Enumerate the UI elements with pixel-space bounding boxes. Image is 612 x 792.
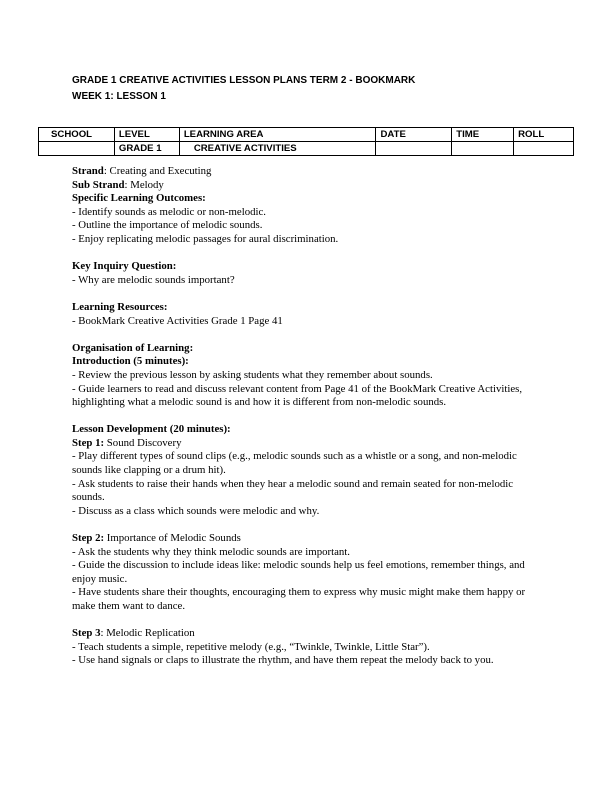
table-header-cell: ROLL	[514, 128, 574, 142]
step3-line	[72, 627, 542, 641]
step2-line	[72, 532, 542, 546]
step2-label: Step 2:	[72, 532, 105, 545]
strand-label: Strand	[72, 165, 104, 177]
list-item: - Guide the discussion to include ideas like: melodic sounds help us feel emotions, remember things, and enjoy music.	[72, 559, 525, 585]
table-header-cell: LEARNING AREA	[179, 128, 376, 142]
table-header-cell: LEVEL	[114, 128, 179, 142]
list-item: - Why are melodic sounds important?	[72, 273, 235, 286]
strand-value: : Creating and Executing	[103, 165, 212, 177]
list-item: - Ask the students why they think melodic sounds are important.	[72, 545, 350, 558]
lesson-content	[72, 165, 542, 668]
table-header-cell: TIME	[452, 128, 514, 142]
list-item: - Use hand signals or claps to illustrate the rhythm, and have them repeat the melody back to you.	[72, 654, 494, 667]
table-cell	[452, 142, 514, 156]
step2-title: Importance of Melodic Sounds	[104, 532, 241, 545]
list-item: - Ask students to raise their hands when they hear a melodic sound and remain seated for non-melodic sounds.	[72, 477, 514, 504]
list-item: - Review the previous lesson by asking students what they remember about sounds.	[72, 368, 433, 381]
organisation-heading: Organisation of Learning:	[72, 341, 194, 354]
step1-label: Step 1:	[72, 436, 105, 449]
sub-strand-value: : Melody	[124, 178, 164, 191]
list-item: - Have students share their thoughts, encouraging them to express why music might make them happy or make them want to dance.	[72, 586, 526, 612]
list-item: - Play different types of sound clips (e.g., melodic sounds such as a whistle or a song, and non-melodic sounds like clapping or a drum hit).	[72, 450, 517, 477]
document-subtitle: WEEK 1: LESSON 1	[72, 91, 166, 102]
outcomes-heading: Specific Learning Outcomes:	[72, 192, 206, 205]
document-title: GRADE 1 CREATIVE ACTIVITIES LESSON PLANS TERM 2 - BOOKMARK	[72, 75, 416, 86]
table-cell: GRADE 1	[114, 142, 179, 156]
document-header	[72, 73, 415, 105]
list-item: - BookMark Creative Activities Grade 1 Page 41	[72, 314, 283, 327]
development-heading: Lesson Development (20 minutes):	[72, 423, 231, 436]
list-item: - Discuss as a class which sounds were melodic and why.	[72, 504, 320, 517]
step3-label: Step 3	[72, 627, 101, 640]
step1-line	[72, 437, 542, 451]
list-item: - Guide learners to read and discuss relevant content from Page 41 of the BookMark Creative Activities, highlighting what a melodic sound is and how it is different from non-melodic sounds.	[72, 382, 523, 409]
lesson-info-table	[38, 127, 574, 156]
table-header-cell: SCHOOL	[39, 128, 115, 142]
resources-heading: Learning Resources:	[72, 300, 168, 313]
table-cell	[376, 142, 452, 156]
inquiry-heading: Key Inquiry Question:	[72, 260, 177, 273]
list-item: - Identify sounds as melodic or non-melodic.	[72, 205, 267, 218]
list-item: - Teach students a simple, repetitive melody (e.g., “Twinkle, Twinkle, Little Star”).	[72, 640, 430, 653]
table-header-row	[39, 128, 574, 142]
list-item: - Enjoy replicating melodic passages for aural discrimination.	[72, 232, 339, 245]
strand-line	[72, 165, 542, 179]
sub-strand-label: Sub Strand	[72, 178, 125, 191]
introduction-heading: Introduction (5 minutes):	[72, 355, 189, 368]
list-item: - Outline the importance of melodic sounds.	[72, 219, 263, 232]
step3-title: : Melodic Replication	[100, 627, 195, 640]
step1-title: Sound Discovery	[104, 436, 182, 449]
table-row	[39, 142, 574, 156]
table-header-cell: DATE	[376, 128, 452, 142]
sub-strand-line	[72, 179, 542, 193]
table-cell: CREATIVE ACTIVITIES	[179, 142, 376, 156]
table-cell	[514, 142, 574, 156]
table-cell	[39, 142, 115, 156]
